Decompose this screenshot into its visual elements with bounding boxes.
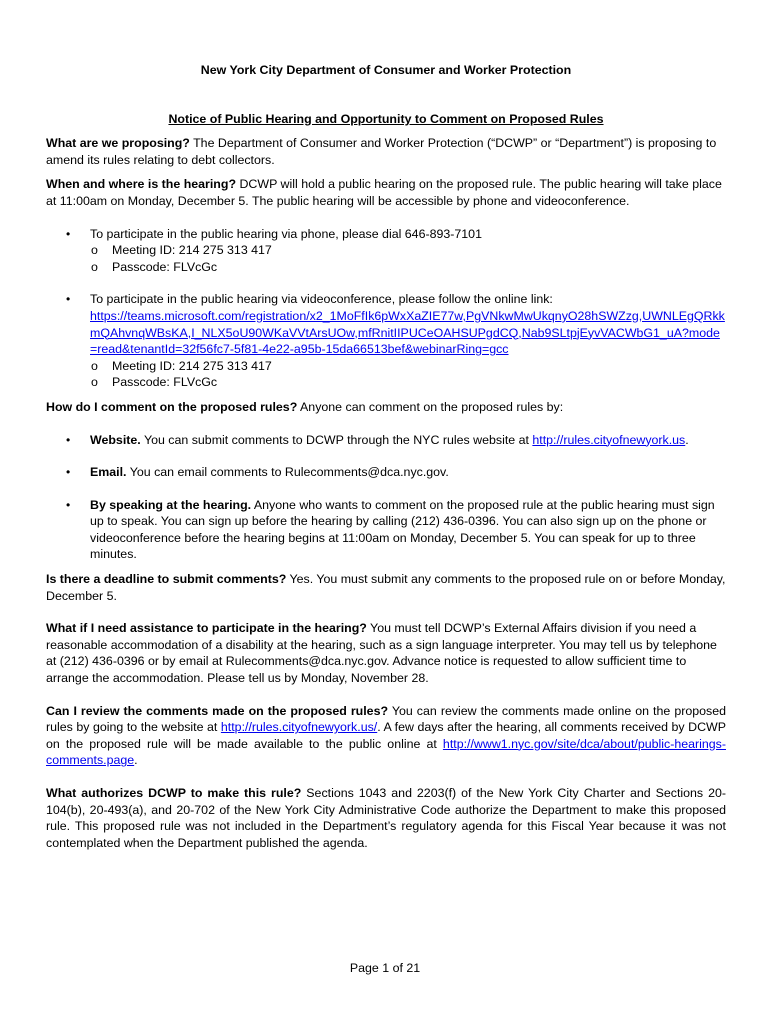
document-page: [46, 62, 726, 859]
list-item-email: [46, 464, 726, 481]
question-deadline: Is there a deadline to submit comments?: [46, 572, 287, 587]
video-meeting-id: Meeting ID: 214 275 313 417: [112, 358, 272, 373]
rules-website-link-2[interactable]: http://rules.cityofnewyork.us/: [220, 720, 378, 735]
phone-passcode: Passcode: FLVcGc: [112, 259, 218, 274]
question-assistance: What if I need assistance to participate in the hearing?: [46, 621, 367, 636]
circle-bullet-icon: o: [91, 375, 98, 390]
phone-meeting-id: Meeting ID: 214 275 313 417: [112, 243, 272, 258]
section-proposing: [46, 135, 726, 168]
video-instructions: To participate in the public hearing via videoconference, please follow the online link:: [90, 292, 553, 307]
document-title: New York City Department of Consumer and Worker Protection: [200, 63, 572, 77]
list-item: [90, 358, 726, 375]
section-review: [46, 703, 726, 769]
list-item-video: [46, 291, 726, 391]
phone-instructions: To participate in the public hearing via phone, please dial 646-893-7101: [90, 226, 482, 241]
answer-comment: Anyone can comment on the proposed rules by:: [297, 399, 564, 414]
document-subtitle: Notice of Public Hearing and Opportunity to Comment on Proposed Rules: [168, 111, 604, 126]
teams-registration-link[interactable]: https://teams.microsoft.com/registration/x2_1MoFfIk6pWxXaZIE77w,PgVNkwMwUkqnyO28hSWZzg,UWNLEgQRkkmQAhvnqWBsKA,I_NLX5oU90WKaVVtArsUOw,mfRnitIIPUCeOAHSUPgdCQ,Nab9SLtpjEyvVACWbG1_uA?mode=read&tenantId=32f56fc7-5f81-4e22-a95b-15da66513bef&webinarRing=gcc: [90, 308, 725, 357]
question-comment: How do I comment on the proposed rules?: [46, 399, 298, 414]
list-item-speaking: [46, 497, 726, 563]
list-item: [90, 374, 726, 391]
answer-deadline: Yes. You must submit any comments to the proposed rule on or before Monday, December 5.: [46, 572, 726, 603]
list-item-phone: [46, 226, 726, 276]
rules-website-link[interactable]: http://rules.cityofnewyork.us: [532, 432, 686, 447]
list-item: [90, 259, 726, 276]
question-hearing: When and where is the hearing?: [46, 177, 237, 192]
answer-authorizes: Sections 1043 and 2203(f) of the New York City Charter and Sections 20-104(b), 20-493(a), and 20-702 of the New York City Administrative Code authorize the Department to make this proposed rule. This proposed rule was not included in the Department’s regulatory agenda for this Fiscal Year because it was not contemplated when the Department published the agenda.: [46, 786, 726, 850]
answer-hearing: DCWP will hold a public hearing on the proposed rule. The public hearing will take place at 11:00am on Monday, December 5. The public hearing will be accessible by phone and videoconference.: [46, 177, 722, 208]
bullet-icon: •: [66, 292, 71, 307]
public-hearings-comments-link[interactable]: http://www1.nyc.gov/site/dca/about/public-hearings-comments.page: [46, 736, 726, 768]
email-label: Email.: [90, 465, 127, 480]
website-text: You can submit comments to DCWP through the NYC rules website at: [140, 432, 533, 447]
bullet-icon: •: [66, 497, 71, 512]
comment-methods-list: [46, 432, 726, 564]
section-assistance: [46, 620, 726, 686]
email-text: You can email comments to Rulecomments@dca.nyc.gov.: [126, 465, 449, 480]
answer-review-1: You can review the comments made online on the proposed rules by going to the website at: [46, 703, 726, 735]
video-passcode: Passcode: FLVcGc: [112, 375, 218, 390]
page-number: Page 1 of 21: [349, 961, 421, 975]
section-deadline: [46, 571, 726, 604]
section-authorizes: [46, 785, 726, 851]
circle-bullet-icon: o: [91, 243, 98, 258]
answer-proposing: The Department of Consumer and Worker Protection (“DCWP” or “Department”) is proposing to amend its rules relating to debt collectors.: [46, 136, 717, 167]
punctuation: .: [685, 432, 689, 447]
website-label: Website.: [90, 432, 141, 447]
video-details: [90, 358, 726, 391]
list-item-website: [46, 432, 726, 449]
circle-bullet-icon: o: [91, 358, 98, 373]
speaking-label: By speaking at the hearing.: [90, 497, 252, 512]
bullet-icon: •: [66, 226, 71, 241]
section-comment: [46, 399, 726, 416]
question-review: Can I review the comments made on the proposed rules?: [46, 703, 389, 718]
answer-assistance: You must tell DCWP’s External Affairs division if you need a reasonable accommodation of a disability at the hearing, such as a sign language interpreter. You may tell us by telephone at (212) 436-0396 or by email at Rulecomments@dca.nyc.gov. Advance notice is requested to allow sufficient time to arrange the accommodation. Please tell us by Monday, November 28.: [46, 621, 717, 686]
bullet-icon: •: [66, 465, 71, 480]
phone-details: [90, 242, 726, 275]
answer-review-2: . A few days after the hearing, all comments received by DCWP on the proposed rule will be made available to the public online at: [46, 720, 727, 751]
circle-bullet-icon: o: [91, 259, 98, 274]
hearing-options-list: [46, 226, 726, 391]
answer-review-3: .: [134, 753, 138, 768]
bullet-icon: •: [66, 432, 71, 447]
question-proposing: What are we proposing?: [46, 136, 190, 151]
question-authorizes: What authorizes DCWP to make this rule?: [46, 786, 302, 800]
speaking-text: Anyone who wants to comment on the proposed rule at the public hearing must sign up to speak. You can sign up before the hearing by calling (212) 436-0396. You can also sign up on the phone or videoconference before the hearing begins at 11:00am on Monday, December 5. You can speak for up to three minutes.: [90, 497, 715, 562]
list-item: [90, 242, 726, 259]
section-hearing: [46, 176, 726, 209]
